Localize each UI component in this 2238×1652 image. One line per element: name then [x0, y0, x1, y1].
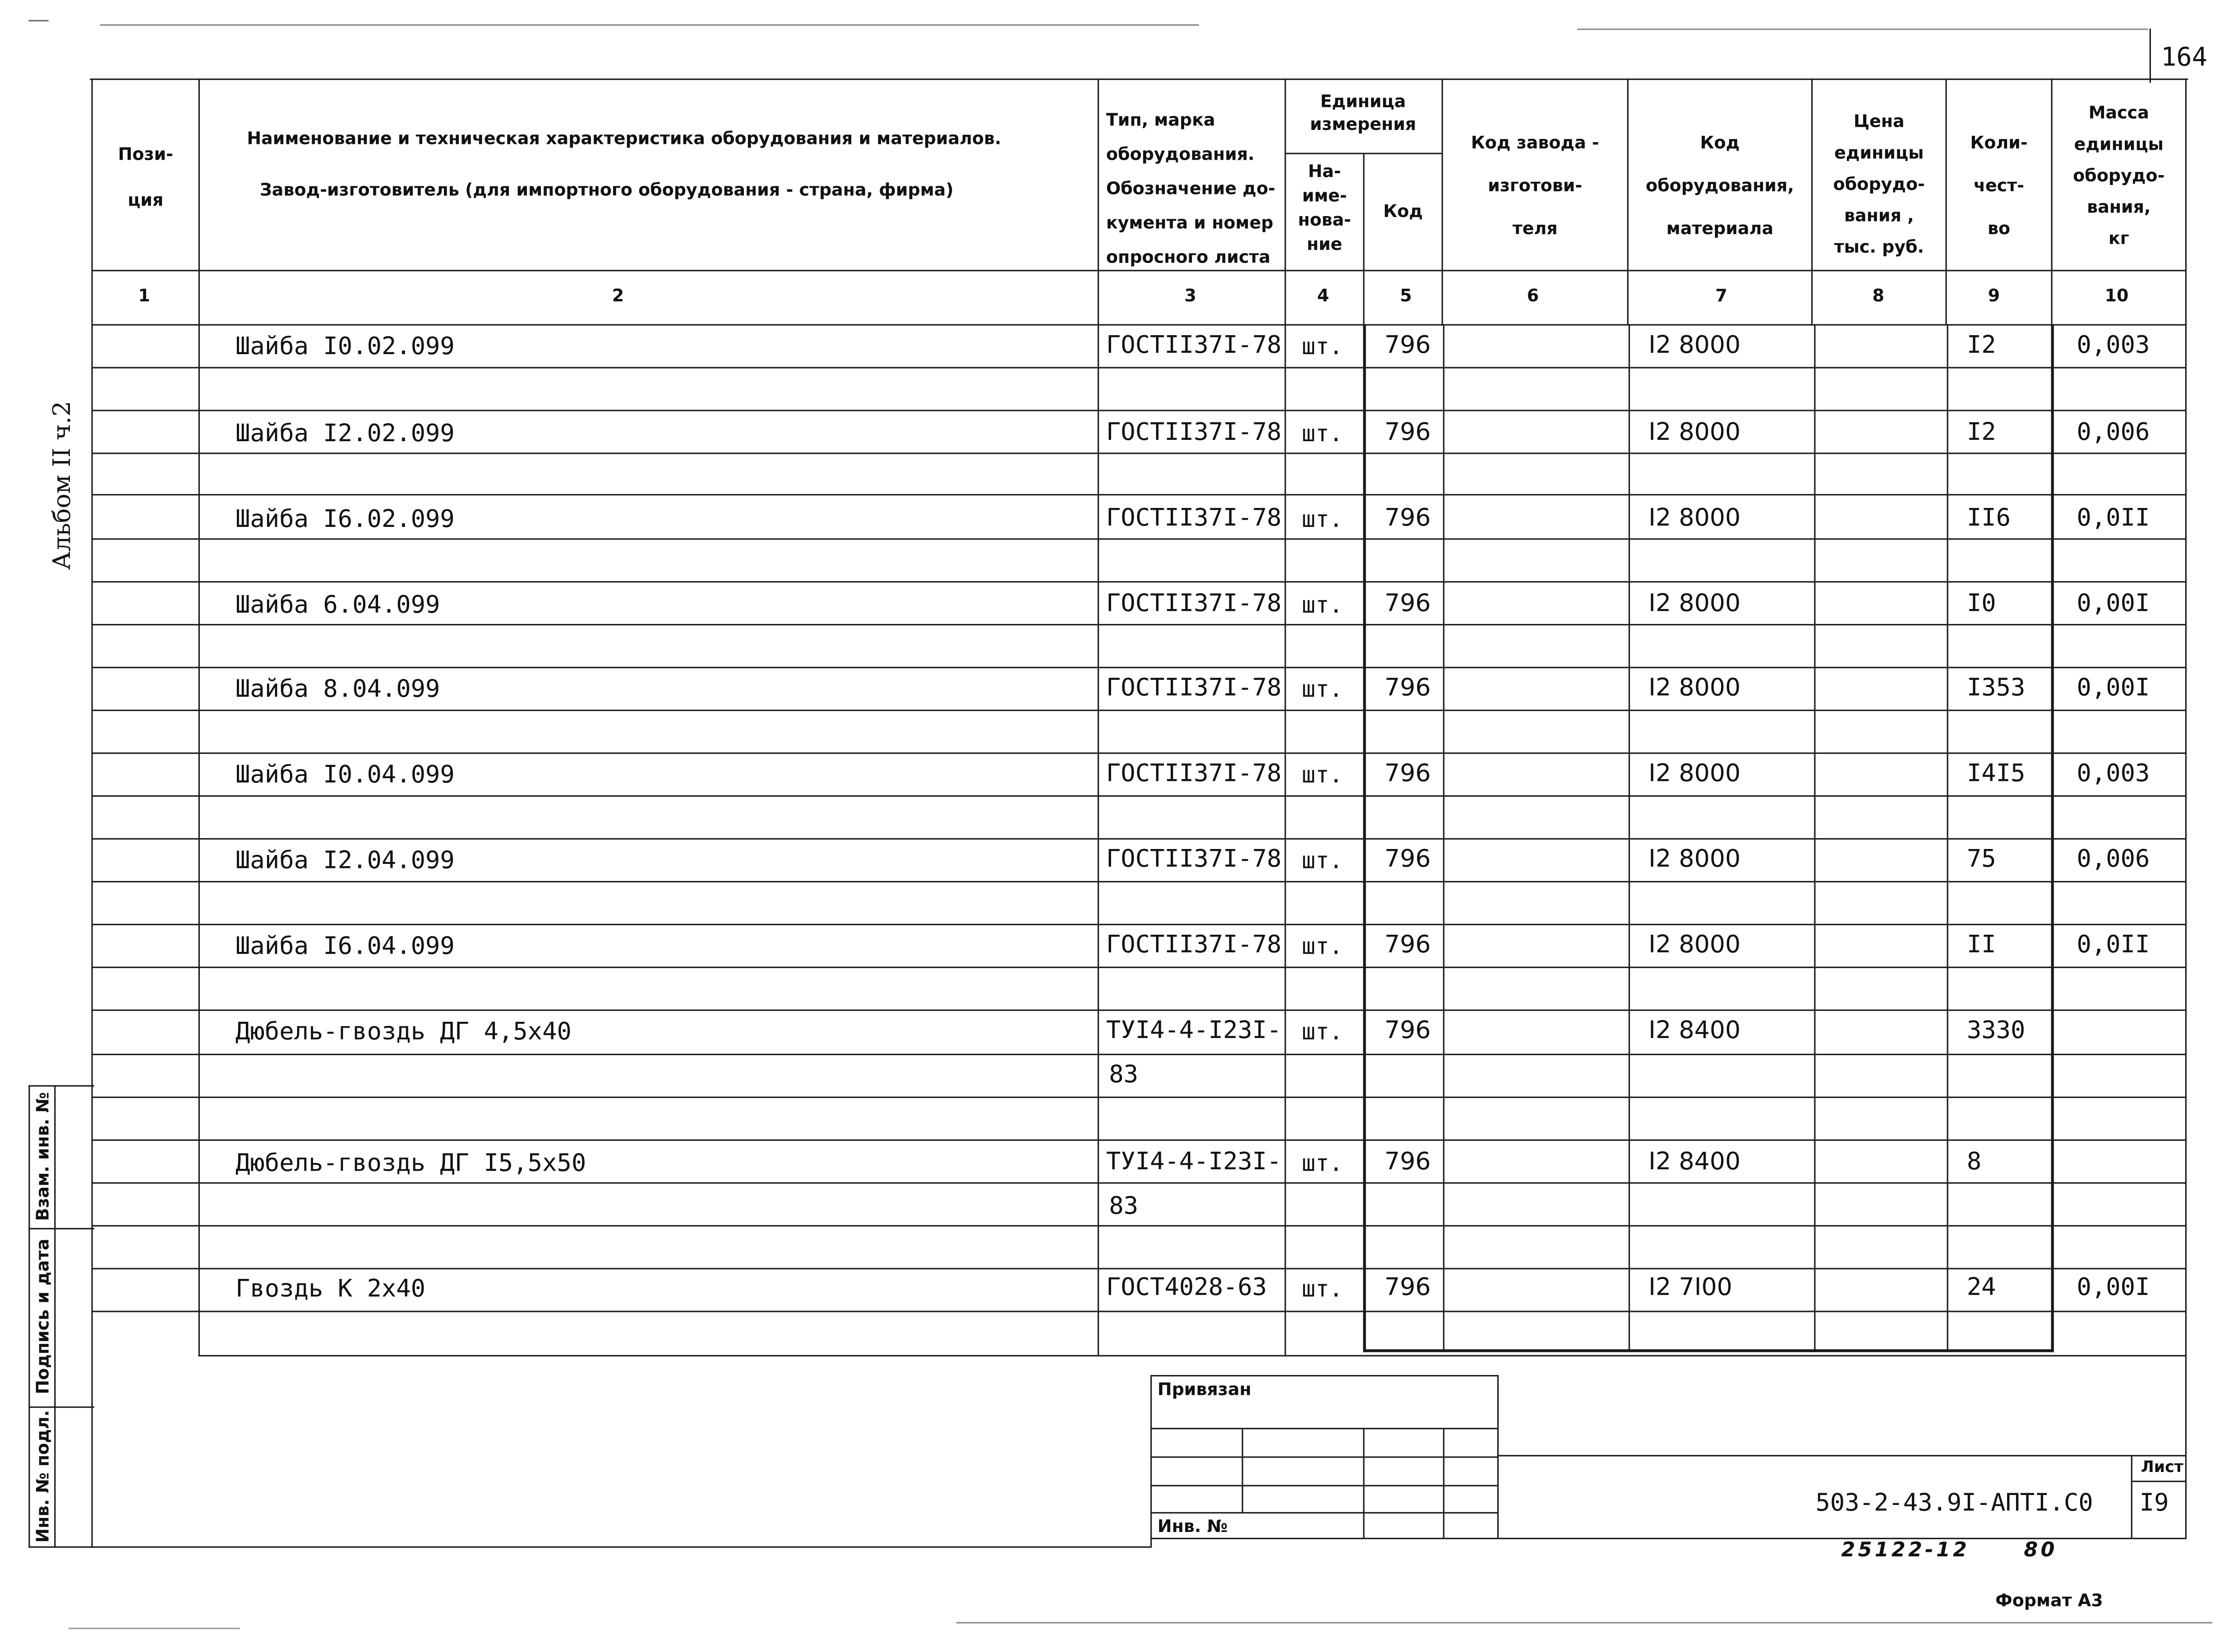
- header-unit-group: Единица измерения: [1310, 91, 1417, 134]
- item-unit-code: 796: [1384, 590, 1431, 618]
- item-document: ГОСТII37I-78: [1106, 504, 1282, 533]
- row-line: [91, 1097, 2187, 1098]
- sheet-value: I9: [2139, 1489, 2169, 1518]
- item-unit: шт.: [1301, 1275, 1343, 1302]
- row-line: [91, 1140, 2187, 1141]
- stamp-line: [28, 1546, 94, 1548]
- tb-line: [1363, 1428, 1365, 1538]
- item-mass: 0,006: [2076, 845, 2150, 874]
- frame-bottom: [91, 1546, 1150, 1548]
- item-mass: 0,003: [2076, 331, 2150, 360]
- header-col3: Тип, марка оборудования. Обозначение до- кумента и номер опросного листа: [1106, 110, 1275, 267]
- header-col6: Код завода - изготови- теля: [1471, 133, 1599, 239]
- row-line: [91, 581, 2187, 582]
- row-line: [91, 710, 2187, 711]
- item-mass: 0,00I: [2076, 1274, 2150, 1302]
- item-document-cont: 83: [1109, 1192, 1139, 1221]
- row-line: [91, 795, 2187, 797]
- inv-no-label: Инв. №: [1157, 1516, 1228, 1537]
- item-mass: 0,006: [2076, 418, 2150, 447]
- item-unit: шт.: [1301, 505, 1343, 533]
- item-mass: 0,00I: [2076, 590, 2150, 618]
- item-document: ГОСТII37I-78: [1106, 759, 1282, 789]
- item-name: Шайба I2.02.099: [235, 420, 455, 448]
- row-line: [91, 410, 2187, 411]
- item-document: ГОСТII37I-78: [1106, 331, 1282, 360]
- item-quantity: II: [1966, 931, 1996, 960]
- item-material-code: I2 8000: [1648, 674, 1741, 703]
- stamp-line: [28, 1085, 94, 1086]
- row-line: [91, 624, 2187, 625]
- item-material-code: I2 8000: [1648, 759, 1741, 789]
- row-line: [91, 1268, 2187, 1269]
- item-quantity: I353: [1966, 674, 2026, 703]
- tb-line: [2131, 1455, 2132, 1538]
- edge-mark: [28, 20, 48, 21]
- item-document: ГОСТII37I-78: [1106, 674, 1282, 703]
- heavy-bottom-line: [1363, 1349, 2054, 1352]
- frame-left: [91, 78, 92, 1548]
- stamp-podpis-label: Подпись и дата: [32, 1238, 53, 1394]
- stamp-vzam-label: Взам. инв. №: [32, 1092, 53, 1221]
- item-unit: шт.: [1301, 1018, 1343, 1045]
- item-document: ГОСТII37I-78: [1106, 931, 1282, 960]
- item-name: Шайба 6.04.099: [235, 591, 440, 620]
- tb-line: [1150, 1428, 1499, 1429]
- row-line: [91, 924, 2187, 925]
- item-unit: шт.: [1301, 332, 1343, 360]
- row-line: [198, 1355, 2187, 1357]
- col-line: [1363, 153, 1365, 324]
- row-line: [91, 838, 2187, 840]
- header-col9: Коли- чест- во: [1970, 133, 2028, 239]
- row-line: [91, 367, 2187, 368]
- privyazan-label: Привязан: [1157, 1379, 1251, 1399]
- item-material-code: I2 8400: [1648, 1148, 1741, 1177]
- item-material-code: I2 7I00: [1648, 1274, 1733, 1302]
- stamp-line: [28, 1085, 30, 1547]
- header-col8: Цена единицы оборудо- вания , тыс. руб.: [1833, 111, 1925, 257]
- tb-line: [1150, 1375, 1499, 1376]
- tb-line: [1497, 1455, 2187, 1456]
- item-mass: 0,0II: [2076, 931, 2150, 960]
- item-unit-code: 796: [1384, 845, 1431, 874]
- item-unit-code: 796: [1384, 1148, 1431, 1177]
- item-unit: шт.: [1301, 675, 1343, 703]
- sheet-number-box-line: [2150, 28, 2151, 83]
- tb-line: [1497, 1375, 1499, 1538]
- tb-line: [1150, 1456, 1499, 1458]
- item-material-code: I2 8400: [1648, 1016, 1741, 1045]
- paper-format-label: Формат А3: [1995, 1590, 2103, 1611]
- colnum-bottom-line: [91, 324, 2187, 325]
- item-document: ГОСТ4028-63: [1106, 1274, 1267, 1302]
- row-line: [91, 667, 2187, 668]
- item-document: ГОСТII37I-78: [1106, 590, 1282, 618]
- item-quantity: I2: [1966, 418, 1996, 447]
- document-designation: 503-2-43.9I-АПТI.С0: [1815, 1489, 2093, 1518]
- archive-stamp-number: 25122-12: [1841, 1539, 1970, 1562]
- item-unit-code: 796: [1384, 674, 1431, 703]
- item-material-code: I2 8000: [1648, 504, 1741, 533]
- item-unit-code: 796: [1384, 931, 1431, 960]
- stamp-inv-label: Инв. № подл.: [32, 1410, 53, 1543]
- row-line: [91, 881, 2187, 882]
- item-unit: шт.: [1301, 591, 1343, 618]
- item-unit-code: 796: [1384, 504, 1431, 533]
- item-name: Шайба 8.04.099: [235, 675, 440, 704]
- row-line: [91, 452, 2187, 454]
- item-mass: 0,003: [2076, 759, 2150, 789]
- item-name: Шайба I6.02.099: [235, 505, 455, 534]
- row-line: [91, 1311, 2187, 1312]
- item-material-code: I2 8000: [1648, 331, 1741, 360]
- item-unit: шт.: [1301, 761, 1343, 789]
- item-material-code: I2 8000: [1648, 845, 1741, 874]
- header-col2-line1: Наименование и техническая характеристика оборудования и материалов.: [247, 128, 1001, 149]
- row-line: [91, 538, 2187, 540]
- col-line: [1285, 78, 1286, 1357]
- frame-top: [90, 78, 2188, 80]
- stamp-line: [28, 1407, 94, 1408]
- item-name: Дюбель-гвоздь ДГ 4,5х40: [235, 1018, 572, 1047]
- frame-right: [2185, 78, 2187, 1538]
- item-quantity: II6: [1966, 504, 2011, 533]
- item-unit-code: 796: [1384, 759, 1431, 789]
- item-document: ГОСТII37I-78: [1106, 418, 1282, 447]
- header-col4: На- име- нова- ние: [1298, 161, 1351, 254]
- item-unit-code: 796: [1384, 418, 1431, 447]
- item-mass: 0,0II: [2076, 504, 2150, 533]
- row-line: [91, 752, 2187, 754]
- item-unit: шт.: [1301, 846, 1343, 874]
- item-name: Шайба I0.02.099: [235, 332, 455, 361]
- item-quantity: 3330: [1966, 1016, 2026, 1045]
- stamp-line: [54, 1085, 55, 1547]
- item-quantity: I0: [1966, 590, 1996, 618]
- item-unit: шт.: [1301, 420, 1343, 447]
- sheet-label: Лист: [2141, 1458, 2183, 1477]
- tb-line: [1150, 1512, 1499, 1514]
- item-name: Шайба I6.04.099: [235, 932, 455, 961]
- item-unit: шт.: [1301, 1149, 1343, 1177]
- item-quantity: I2: [1966, 331, 1996, 360]
- album-side-label: Альбом II ч.2: [48, 401, 77, 570]
- item-unit-code: 796: [1384, 1016, 1431, 1045]
- header-col7: Код оборудования, материала: [1646, 133, 1794, 239]
- edge-mark: [69, 1628, 240, 1629]
- col-line: [1098, 78, 1099, 1357]
- tb-line: [1443, 1428, 1444, 1538]
- header-col1: Пози- ция: [118, 144, 173, 210]
- edge-mark: [956, 1622, 2212, 1624]
- header-col10: Масса единицы оборудо- вания, кг: [2073, 102, 2165, 249]
- tb-line: [2131, 1481, 2187, 1482]
- archive-stamp-page: 80: [2024, 1539, 2058, 1562]
- item-unit-code: 796: [1384, 331, 1431, 360]
- row-line: [91, 1010, 2187, 1011]
- tb-line: [1150, 1485, 1499, 1486]
- item-quantity: 24: [1966, 1274, 1996, 1302]
- item-document-cont: 83: [1109, 1061, 1139, 1089]
- row-line: [91, 494, 2187, 495]
- item-document: ТУI4-4-I23I-: [1106, 1016, 1282, 1045]
- item-unit: шт.: [1301, 932, 1343, 960]
- item-document: ТУI4-4-I23I-: [1106, 1148, 1282, 1177]
- edge-mark: [100, 24, 1199, 26]
- item-material-code: I2 8000: [1648, 931, 1741, 960]
- stamp-line: [28, 1228, 94, 1229]
- edge-mark: [1577, 28, 2148, 30]
- item-unit-code: 796: [1384, 1274, 1431, 1302]
- item-material-code: I2 8000: [1648, 418, 1741, 447]
- item-name: Гвоздь К 2х40: [235, 1275, 426, 1304]
- row-line: [91, 1225, 2187, 1227]
- item-mass: 0,00I: [2076, 674, 2150, 703]
- item-document: ГОСТII37I-78: [1106, 845, 1282, 874]
- item-quantity: I4I5: [1966, 759, 2026, 789]
- sheet-number-top: 164: [2161, 42, 2208, 73]
- header-col5: Код: [1383, 201, 1423, 221]
- tb-line: [1242, 1428, 1243, 1512]
- item-name: Шайба I0.04.099: [235, 761, 455, 790]
- tb-line: [1150, 1375, 1152, 1548]
- row-line: [91, 1054, 2187, 1055]
- col-line: [198, 78, 200, 1357]
- item-quantity: 8: [1966, 1148, 1982, 1177]
- item-material-code: I2 8000: [1648, 590, 1741, 618]
- row-line: [91, 967, 2187, 968]
- drawing-sheet: 164 Альбом II ч.2 Взам. инв. № Подпись и дата Инв. № подл. Пози- ция Наименование и техническая характеристика оборудования и материалов. Завод-изготовитель (для импортного оборудования - страна, фирма) Тип, марка оборудования. Обозначение до- кумента и номер опросного листа Единица измерения На- име- нова- ние Код Код завода - изготови- теля Код оборудования, материала Цена единицы оборудо- вания , тыс. руб. Коли- чест- во Масса единицы оборудо- вания, кг 1 2 3 4 5 6 7 8 9 10 Шайба I0.02.099 ГОСТII37I-78 шт. 796 I2 8000 I2 0,003 Шайба I2.02.099 ГОСТII37I-78 шт. 796 I2 8000 I2 0,006 Шайба I6.02.099 ГОСТII37I-78 шт. 796 I2 8000 II6 0,0II Шайба 6.04.099 ГОСТII37I-78 шт. 796 I2 8000 I0 0,00I Шайба 8.04.099 ГОСТII37I-78 шт. 796 I2 8000 I353 0,00I Шайба I0.04.099 ГОСТII37I-78 шт. 796 I2 8000 I4I5 0,003 Шайба I2.04.099 ГОСТII37I-78 шт. 796 I2 8000 75 0,006 Шайба I6.04.099 ГОСТII37I-78 шт. 796 I2 8000 II 0,0II Дюбель-гвоздь ДГ 4,5х40 ТУI4-4-I23I- 83 шт. 796 I2 8400 3330 Дюбель-гвоздь ДГ I5,5х50 ТУI4-4-I23I- 83 шт. 796 I2 8400 8 Гвоздь К 2х40 ГОСТ4028-63 шт. 796 I2 7I00 24 0,00I Привязан Инв. № 503-2-43.9I-АПТI.С0 Лист I9 25122-12 80 Формат А3: [0, 0, 2238, 1652]
- header-col2-line2: Завод-изготовитель (для импортного оборудования - страна, фирма): [259, 180, 954, 200]
- row-line: [91, 1182, 2187, 1184]
- item-quantity: 75: [1966, 845, 1996, 874]
- item-name: Дюбель-гвоздь ДГ I5,5х50: [235, 1149, 586, 1178]
- item-name: Шайба I2.04.099: [235, 846, 455, 876]
